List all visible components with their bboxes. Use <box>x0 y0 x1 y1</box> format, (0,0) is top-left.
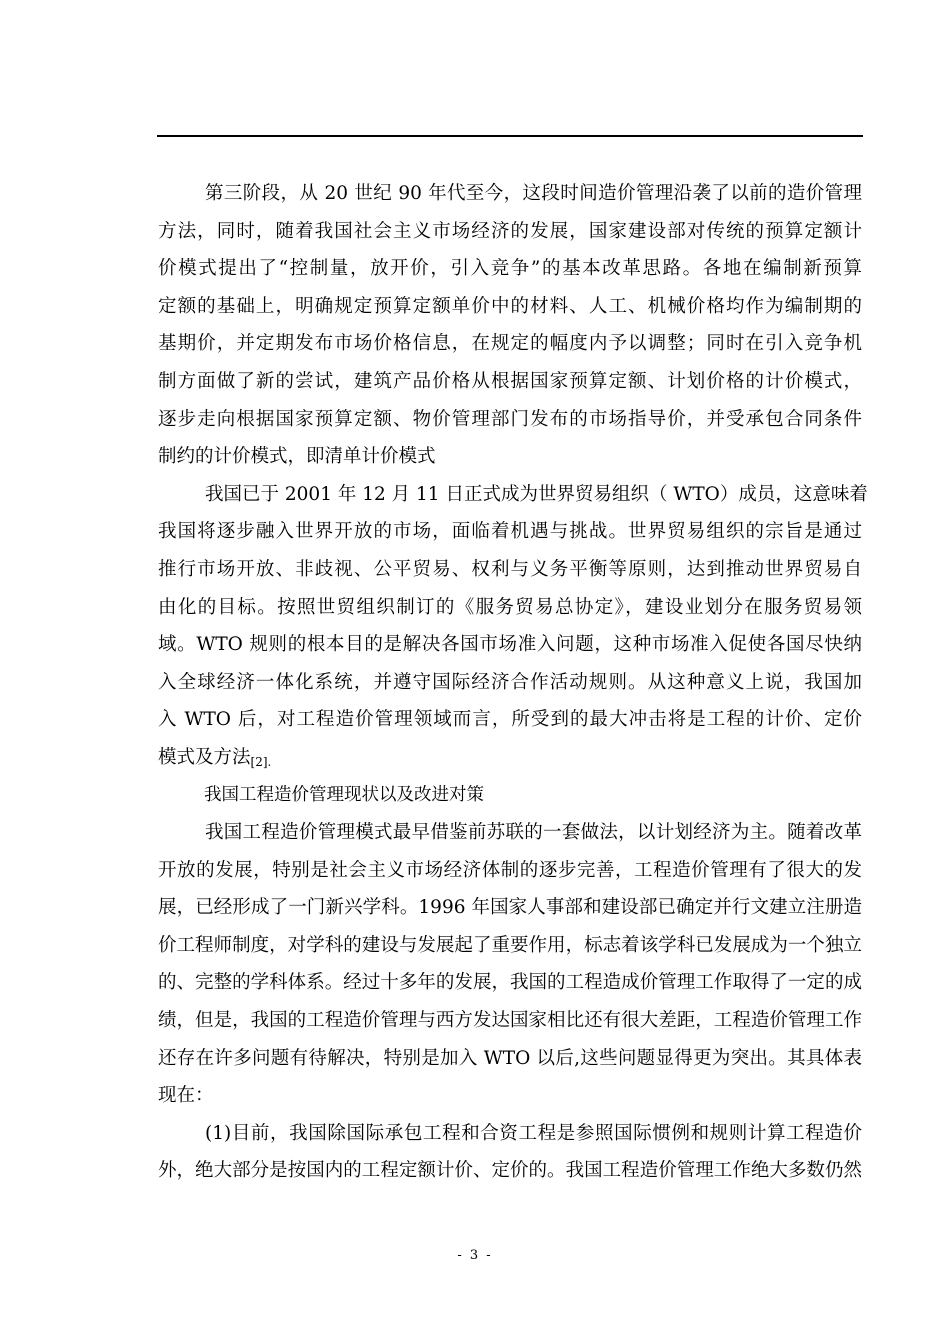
section-heading: 我国工程造价管理现状以及改进对策 <box>204 784 484 805</box>
paragraph-third-stage <box>158 175 862 476</box>
text-line: (1)目前，我国除国际承包工程和合资工程是参照国际惯例和规则计算工程造价 <box>205 1122 862 1144</box>
text-line: 域。WTO 规则的根本目的是解决各国市场准入问题，这种市场准入促使各国尽快纳 <box>158 634 862 656</box>
header-rule <box>157 135 863 137</box>
text-line: 入全球经济一体化系统，并遵守国际经济合作活动规则。从这种意义上说，我国加 <box>158 671 862 693</box>
page-number: - 3 - <box>457 1248 493 1263</box>
text-line: 推行市场开放、非歧视、公平贸易、权利与义务平衡等原则，达到推动世界贸易自 <box>158 558 862 580</box>
text-line: 价工程师制度，对学科的建设与发展起了重要作用，标志着该学科已发展成为一个独立 <box>158 934 862 956</box>
paragraph-current-status <box>158 814 862 1115</box>
text-line: 展，已经形成了一门新兴学科。1996 年国家人事部和建设部已确定并行文建立注册造 <box>158 897 862 919</box>
text-line: 逐步走向根据国家预算定额、物价管理部门发布的市场指导价，并受承包合同条件 <box>158 408 862 430</box>
text-line: 价模式提出了“控制量，放开价，引入竞争”的基本改革思路。各地在编制新预算 <box>158 258 862 280</box>
citation-reference: [2]. <box>250 754 272 769</box>
text-line: 制方面做了新的尝试，建筑产品价格从根据国家预算定额、计划价格的计价模式， <box>158 370 862 392</box>
text-line: 我国已于 2001 年 12 月 11 日正式成为世界贸易组织（ WTO）成员，这意味着 <box>205 483 868 505</box>
document-body <box>158 175 868 1190</box>
text-line: 方法，同时，随着我国社会主义市场经济的发展，国家建设部对传统的预算定额计 <box>158 220 862 242</box>
text-line: 由化的目标。按照世贸组织制订的《服务贸易总协定》，建设业划分在服务贸易领 <box>158 596 862 618</box>
text-line <box>158 739 862 777</box>
text-line: 现在： <box>158 1085 214 1107</box>
text-line: 基期价，并定期发布市场价格信息，在规定的幅度内予以调整；同时在引入竞争机 <box>158 333 862 355</box>
text-line: 我国工程造价管理模式最早借鉴前苏联的一套做法，以计划经济为主。随着改革 <box>205 822 862 844</box>
text-run: 模式及方法 <box>158 746 251 768</box>
text-line: 制约的计价模式，即清单计价模式 <box>158 446 436 468</box>
text-line: 我国将逐步融入世界开放的市场，面临着机遇与挑战。世界贸易组织的宗旨是通过 <box>158 521 862 543</box>
paragraph-item-1 <box>158 1115 862 1190</box>
paragraph-wto <box>158 476 868 777</box>
text-line: 还存在许多问题有待解决，特别是加入 WTO 以后,这些问题显得更为突出。其具体表 <box>158 1047 862 1069</box>
text-line: 第三阶段，从 20 世纪 90 年代至今，这段时间造价管理沿袭了以前的造价管理 <box>205 183 862 204</box>
text-line: 定额的基础上，明确规定预算定额单价中的材料、人工、机械价格均作为编制期的 <box>158 295 862 317</box>
text-line: 绩，但是，我国的工程造价管理与西方发达国家相比还有很大差距，工程造价管理工作 <box>158 1010 862 1032</box>
text-line: 外，绝大部分是按国内的工程定额计价、定价的。我国工程造价管理工作绝大多数仍然 <box>158 1160 862 1182</box>
text-line: 入 WTO 后，对工程造价管理领域而言，所受到的最大冲击将是工程的计价、定价 <box>158 709 862 731</box>
text-line: 的、完整的学科体系。经过十多年的发展，我国的工程造成价管理工作取得了一定的成 <box>158 972 862 994</box>
text-line: 开放的发展，特别是社会主义市场经济体制的逐步完善，工程造价管理有了很大的发 <box>158 859 862 881</box>
